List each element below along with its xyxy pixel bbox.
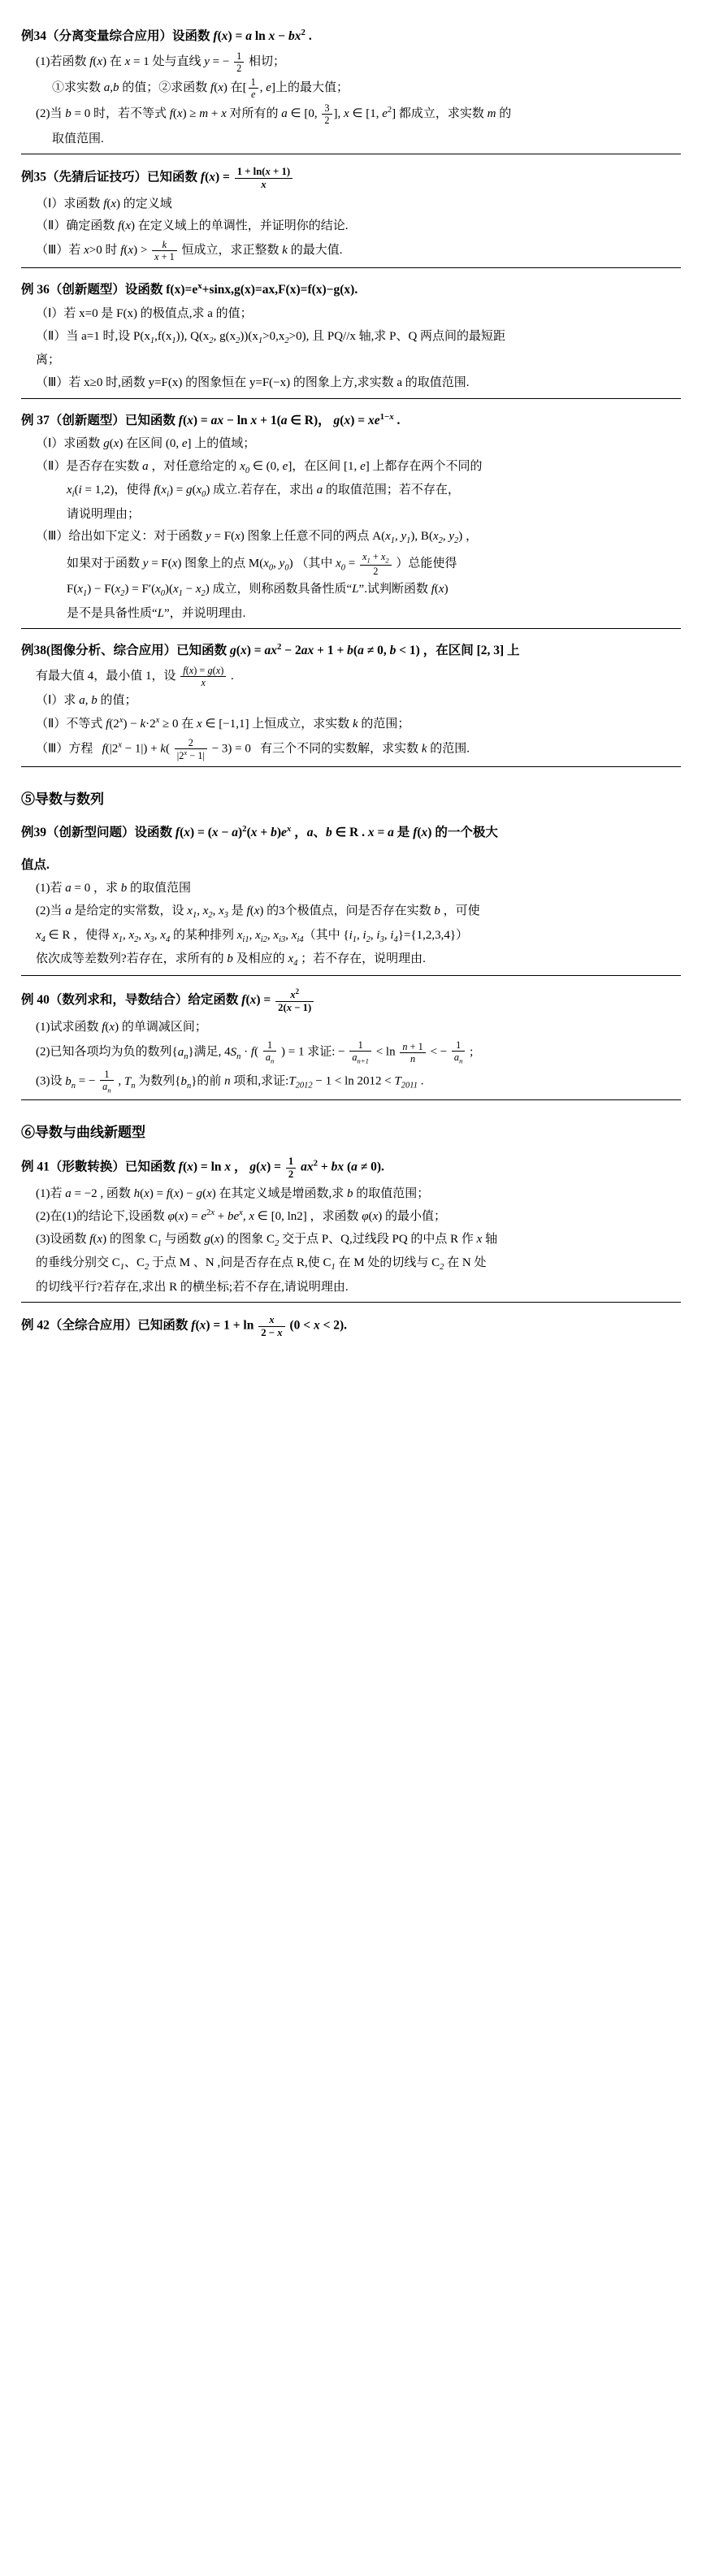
example-41-line-3: (3)设函数 f(x) 的图象 $C_1$ 与函数 g(x) 的图象 $C_2$ 交于点 P、Q,过线段 PQ 的中点 R 作 x 轴 [36, 1233, 498, 1249]
example-37-line-2: （Ⅱ）是否存在实数 a ，对任意给定的 $x_0$ ∈ (0, e]，在区间 [1, e] 上都存在两个不同的 [36, 460, 483, 476]
section-heading-5: ⑤导数与数列 [21, 791, 104, 808]
example-41-line-1: (1)若 a = −2 , 函数 h(x) = f(x) − g(x) 在其定义域是增函数,求 b 的取值范围； [36, 1186, 430, 1200]
example-38-line-0: 有最大值 4，最小值 1，设 $\frac{f(x) = g(x)}{x}$ . [36, 664, 234, 689]
divider [21, 975, 681, 976]
example-37-line-2c: 请说明理由； [67, 507, 141, 521]
example-35-line-3: （Ⅲ）若 x>0 时 f(x) > $\frac{k}{x + 1}$ 恒成立，求正整数 k 的最大值. [36, 239, 343, 263]
example-36-line-1: （Ⅰ）若 x=0 是 F(x) 的极值点,求 a 的值； [36, 307, 253, 320]
divider [21, 766, 681, 767]
example-39-line-2: (2)当 a 是给定的实常数，设 $x_1$, $x_2$, $x_3$ 是 f(x) 的3个极值点，问是否存在实数 b ，可使 [36, 904, 480, 921]
example-37-line-1: （Ⅰ）求函数 g(x) 在区间 (0, e] 上的值域； [36, 437, 256, 451]
example-36-line-2: （Ⅱ）当 a=1 时,设 $P(x_1,f(x_1))$, $Q(x_2$, $g(x_2))(x_1>0,x_2>0)$, 且 PQ//x 轴,求 P、Q 两点间的最短距 [36, 329, 506, 345]
example-title-34: 例34（分离变量综合应用）设函数 f(x) = a $\ln x - bx^2$ . [21, 28, 312, 44]
example-38-line-1: （Ⅰ）求 a, b 的值； [36, 694, 137, 708]
example-title-35: 例35（先猜后证技巧）已知函数 f(x) = $\frac{1 + \ln(x + 1)}{x}$ [21, 166, 681, 190]
example-39-line-1: (1)若 a = 0 ，求 b 的取值范围 [36, 882, 191, 896]
section-heading-6: ⑥导数与曲线新题型 [21, 1125, 145, 1141]
example-38-line-2: （Ⅱ）不等式 $f(2^x) - k\cdot 2^x \ge 0$ 在 x ∈ [−1,1] 上恒成立，求实数 k 的范围； [36, 716, 410, 731]
example-37-line-3d: 是不是具备性质“L”，并说明理由. [67, 606, 246, 620]
example-40-line-3: (3)设 $b_n$ = − $\frac{1}{a_n}$ , $T_n$ 为数列$\{b_n\}$的前 n 项和,求证$:T_{2012} - 1 < \ln 2012 < T_{2011}$ . [36, 1068, 424, 1095]
divider [21, 628, 681, 629]
example-title-38: 例38(图像分析、综合应用）已知函数 $g(x) = ax^2 - 2ax + 1 + b(a \ne 0$, b < 1) ，在区间 [2, 3] 上 [21, 642, 520, 658]
example-34-line-4: 取值范围. [52, 132, 104, 145]
example-title-37: 例 37（创新题型）已知函数 f(x) = ax − ln x + 1(a ∈ R)， $g(x) = xe^{1-x}$ . [21, 411, 401, 427]
example-34-line-3: (2)当 b = 0 时，若不等式 f(x) ≥ m + x 对所有的 a ∈ [0, $\frac{3}{2}$ ], x ∈ [1, $e^2$] 都成立，求实数 m 的 [36, 102, 512, 127]
example-40-line-2: (2)已知各项均为负的数列$\{a_n\}$满足, $4S_n \cdot f$( $\frac{1}{a_n}$ ) = 1 求证: − $\frac{1}{a_{n+1}}$ < ln $\frac{n + 1}{n}$ < − $\frac{1}{a_n}$ ; [36, 1039, 474, 1065]
example-title-39b: 值点. [21, 857, 50, 872]
divider [21, 398, 681, 399]
divider [21, 1099, 681, 1100]
example-title-39: 例39（创新型问题）设函数 $f(x) = (x - a)^2(x + b)e^x$ ，a、b ∈ R . x = a 是 f(x) 的一个极大 [21, 824, 498, 840]
example-35-line-1: （Ⅰ）求函数 f(x) 的定义域 [36, 197, 172, 210]
example-title-36: 例 36（创新题型）设函数 $f(x)=e^x+\sin x,g(x)=ax,F(x)=f(x)-g(x)$. [21, 281, 358, 297]
divider [21, 1302, 681, 1303]
example-34-line-1: (1)若函数 f(x) 在 x = 1 处与直线 y = − $\frac{1}{2}$ 相切； [36, 50, 285, 74]
example-41-line-2: (2)在(1)的结论下,设函数 $\varphi(x) = e^{2x} + be^x$, x ∈ [0, ln2] ，求函数 φ(x) 的最小值； [36, 1208, 446, 1224]
example-37-line-2b: $x_i(i = 1,2)$，使得 $f(x_i) = g(x_0)$ 成立.若存在，求出 a 的取值范围；若不存在， [67, 484, 460, 500]
example-title-42: 例 42（全综合应用）已知函数 f(x) = 1 + ln $\frac{x}{2 - x}$ (0 < x < 2). [21, 1314, 348, 1338]
example-39-line-2c: 依次成等差数列?若存在，求所有的 b 及相应的 $x_4$ ；若不存在，说明理由. [36, 952, 426, 968]
example-37-line-3: （Ⅲ）给出如下定义：对于函数 y = F(x) 图象上任意不同的两点 $A(x_1$, $y_1$), $B(x_2$, $y_2$) ， [36, 530, 479, 546]
example-37-line-3c: $F(x_1) - F(x_2) = F'(x_0)(x_1 - x_2)$ 成立，则称函数具备性质“L”.试判断函数 f(x) [67, 583, 448, 599]
example-38-line-3: （Ⅲ）方程 $f(|2^x - 1|) + k$( $\frac{2}{|2^x - 1|}$ − 3) = 0 有三个不同的实数解，求实数 k 的范围. [36, 736, 470, 761]
example-41-line-3c: 的切线平行?若存在,求出 R 的横坐标;若不存在,请说明理由. [36, 1280, 349, 1294]
divider [21, 267, 681, 268]
example-36-line-2b: 离； [36, 353, 61, 367]
example-41-line-3b: 的垂线分别交 $C_1$、$C_2$ 于点 M 、N ,问是否存在点 R,使 $C_1$ 在 M 处的切线与 $C_2$ 在 N 处 [36, 1256, 487, 1273]
example-39-line-2b: $x_4$ ∈ R ，使得 $x_1$, $x_2$, $x_3$, $x_4$ 的某种排列 $x_{i1}$, $x_{i2}$, $x_{i3}$, $x_{i4}$（其中 {$i_1$, $i_2$, $i_3$, $i_4\}=\{1,2,3,4\}$） [36, 928, 469, 944]
example-36-line-3: （Ⅲ）若 x≥0 时,函数 y=F(x) 的图象恒在 y=F(−x) 的图象上方,求实数 a 的取值范围. [36, 375, 470, 389]
example-35-line-2: （Ⅱ）确定函数 f(x) 在定义域上的单调性，并证明你的结论. [36, 219, 349, 233]
example-40-line-1: (1)试求函数 f(x) 的单调减区间； [36, 1020, 207, 1034]
example-title-40: 例 40（数列求和，导数结合）给定函数 f(x) = $\frac{x^2}{2(x - 1)}$ [21, 987, 681, 1013]
example-37-line-3b: 如果对于函数 y = F(x) 图象上的点 $M(x_0$, $y_0$) （其中 $x_0$ = $\frac{x_1 + x_2}{2}$ ）总能使得 [67, 550, 457, 578]
example-title-41: 例 41（形數转换）已知函数 f(x) = ln x ， g(x) = $\frac{1}{2}$ $ax^2$ + bx (a ≠ 0). [21, 1156, 384, 1180]
example-34-line-2: ①求实数 a,b 的值；②求函数 f(x) 在[ $\frac{1}{e}$ , e]上的最大值； [52, 76, 349, 101]
